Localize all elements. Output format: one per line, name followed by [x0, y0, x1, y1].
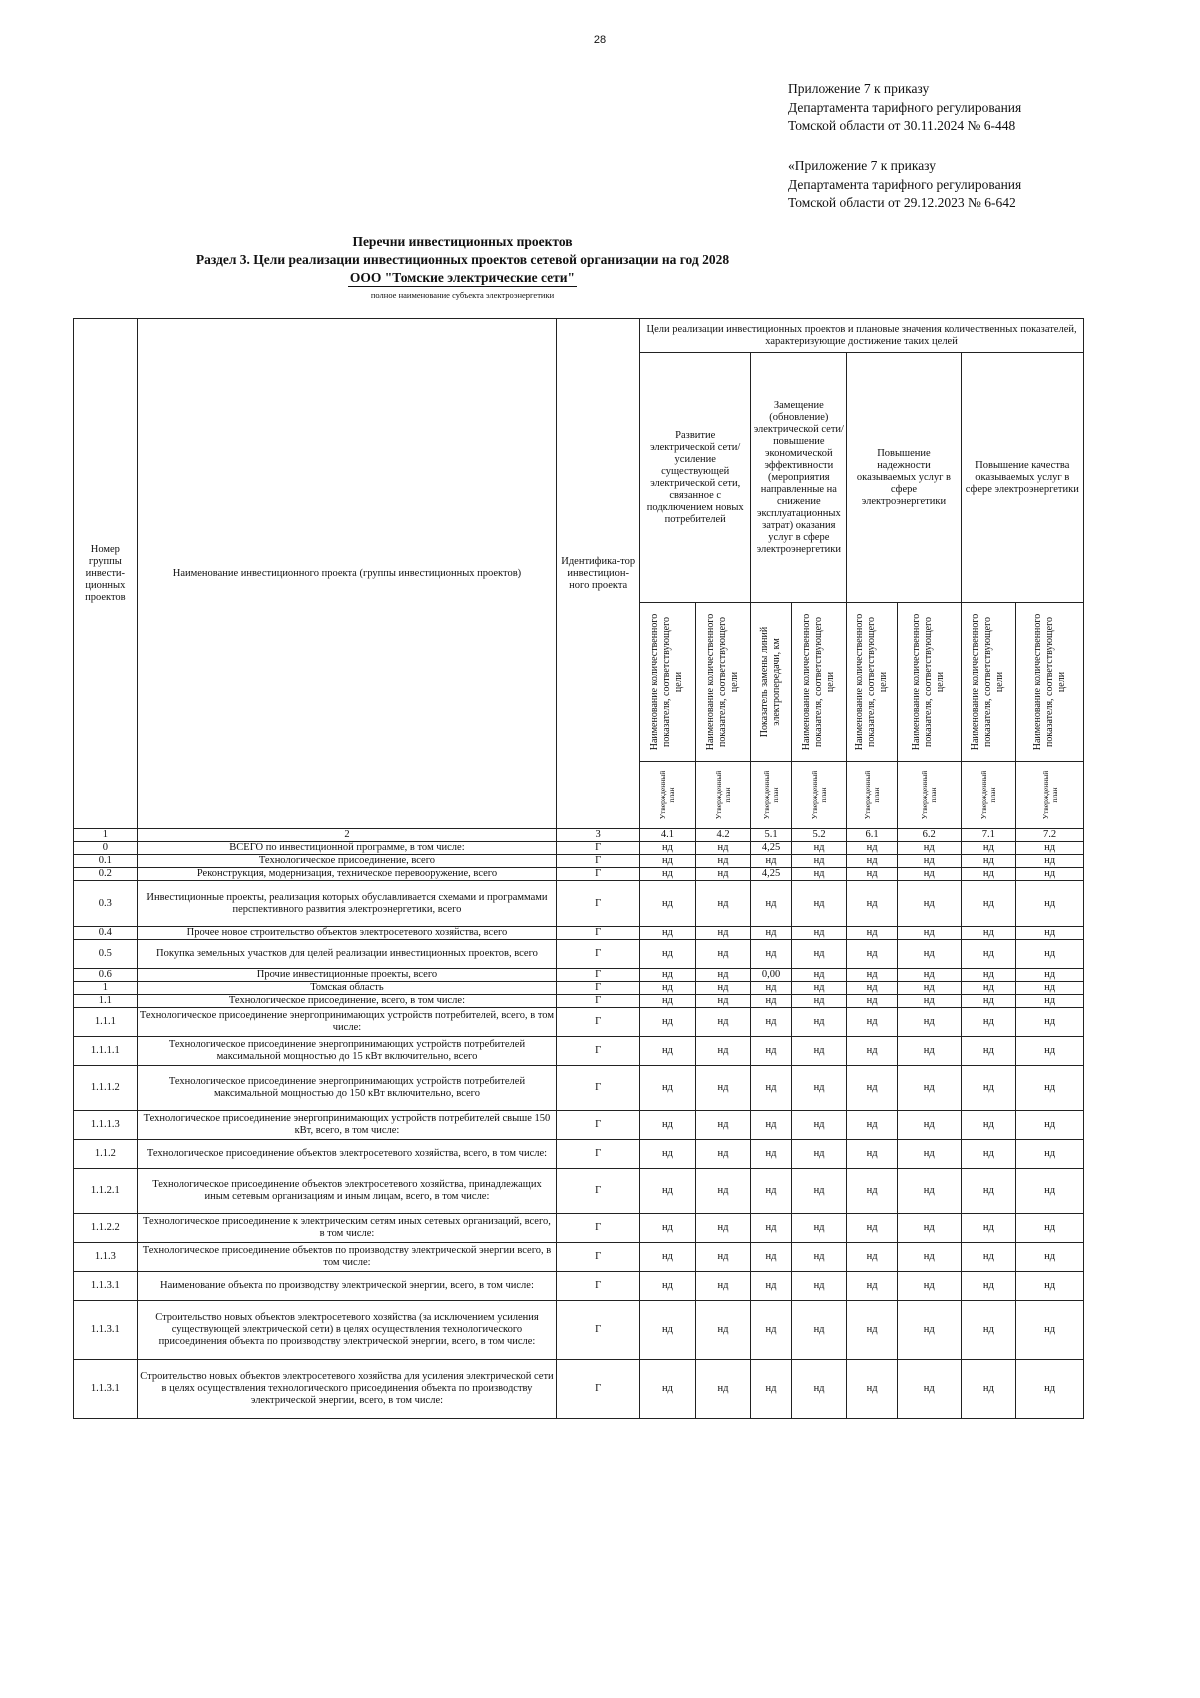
annex-current [788, 80, 1021, 136]
row-value: нд [695, 1360, 751, 1419]
header-goal-quality: Повышение качества оказываемых услуг в сфере электроэнергетики [961, 353, 1083, 603]
column-number: 4.2 [695, 829, 751, 842]
row-name: Технологическое присоединение объектов электросетевого хозяйства, принадлежащих иным сетевым организациям и иным лицам, всего, в том числе: [137, 1169, 557, 1214]
row-value: нд [1016, 1360, 1084, 1419]
column-number: 6.1 [847, 829, 898, 842]
row-value: нд [961, 855, 1016, 868]
row-value: нд [751, 1214, 791, 1243]
row-value: нд [751, 1111, 791, 1140]
header-indicator: Наименование количественного показателя, соответствующего цели [897, 603, 961, 762]
header-indicator: Показатель замены линий электропередачи, км [751, 603, 791, 762]
row-value: нд [751, 1243, 791, 1272]
row-value: нд [695, 969, 751, 982]
row-number: 1.1.1.1 [74, 1037, 138, 1066]
annex-line: Томской области от 29.12.2023 № 6-642 [788, 195, 1016, 210]
row-value: нд [897, 855, 961, 868]
table-row [74, 868, 1084, 881]
row-value: нд [695, 855, 751, 868]
row-value: нд [897, 1037, 961, 1066]
header-project-name: Наименование инвестиционного проекта (группы инвестиционных проектов) [137, 319, 557, 829]
table-row [74, 1301, 1084, 1360]
row-identifier: Г [557, 969, 640, 982]
row-value: нд [695, 982, 751, 995]
row-identifier: Г [557, 1066, 640, 1111]
row-value: нд [751, 1272, 791, 1301]
row-value: нд [961, 1272, 1016, 1301]
investment-goals-table [73, 318, 1084, 1419]
header-indicator: Наименование количественного показателя, соответствующего цели [847, 603, 898, 762]
column-number: 3 [557, 829, 640, 842]
row-value: нд [1016, 969, 1084, 982]
row-name: Технологическое присоединение к электрическим сетям иных сетевых организаций, всего, в том числе: [137, 1214, 557, 1243]
row-name: Технологическое присоединение энергопринимающих устройств потребителей свыше 150 кВт, всего, в том числе: [137, 1111, 557, 1140]
row-value: нд [847, 969, 898, 982]
table-row [74, 1111, 1084, 1140]
row-value: нд [791, 855, 847, 868]
row-value: нд [847, 881, 898, 927]
header-plan: Утвержденный план [791, 762, 847, 829]
row-value: нд [640, 1243, 696, 1272]
row-value: нд [695, 995, 751, 1008]
row-name: Томская область [137, 982, 557, 995]
row-value: нд [640, 940, 696, 969]
row-value: нд [640, 1360, 696, 1419]
row-value: нд [640, 1066, 696, 1111]
row-value: нд [847, 842, 898, 855]
row-value: нд [791, 969, 847, 982]
row-value: 0,00 [751, 969, 791, 982]
header-indicator: Наименование количественного показателя, соответствующего цели [961, 603, 1016, 762]
row-value: 4,25 [751, 868, 791, 881]
row-value: нд [791, 881, 847, 927]
table-row [74, 1360, 1084, 1419]
row-identifier: Г [557, 940, 640, 969]
row-identifier: Г [557, 1360, 640, 1419]
row-value: нд [695, 881, 751, 927]
row-value: нд [961, 881, 1016, 927]
table-row [74, 969, 1084, 982]
row-number: 1.1.1.2 [74, 1066, 138, 1111]
row-name: Технологическое присоединение объектов электросетевого хозяйства, всего, в том числе: [137, 1140, 557, 1169]
row-identifier: Г [557, 1301, 640, 1360]
row-value: нд [961, 1169, 1016, 1214]
row-value: нд [640, 881, 696, 927]
row-value: нд [791, 995, 847, 1008]
row-value: нд [1016, 927, 1084, 940]
header-goal-development: Развитие электрической сети/усиление существующей электрической сети, связанное с подключением новых потребителей [640, 353, 751, 603]
row-name: Технологическое присоединение, всего, в том числе: [137, 995, 557, 1008]
row-name: Покупка земельных участков для целей реализации инвестиционных проектов, всего [137, 940, 557, 969]
row-value: нд [897, 1360, 961, 1419]
row-identifier: Г [557, 1272, 640, 1301]
row-value: нд [897, 1140, 961, 1169]
row-value: нд [791, 927, 847, 940]
row-number: 1.1.1.3 [74, 1111, 138, 1140]
row-value: нд [640, 868, 696, 881]
row-value: нд [897, 995, 961, 1008]
row-value: нд [897, 982, 961, 995]
row-value: нд [640, 1214, 696, 1243]
annex-line: «Приложение 7 к приказу [788, 158, 936, 173]
row-value: нд [961, 1243, 1016, 1272]
row-value: нд [961, 842, 1016, 855]
row-name: ВСЕГО по инвестиционной программе, в том числе: [137, 842, 557, 855]
row-name: Технологическое присоединение энергопринимающих устройств потребителей максимальной мощностью до 150 кВт включительно, всего [137, 1066, 557, 1111]
table-row [74, 1272, 1084, 1301]
row-value: нд [897, 1111, 961, 1140]
row-value: нд [640, 982, 696, 995]
header-goal-replacement: Замещение (обновление) электрической сети/повышение экономической эффективности (мероприятия направленные на снижение эксплуатационных затрат) оказания услуг в сфере электроэнергетики [751, 353, 847, 603]
row-value: нд [640, 1272, 696, 1301]
row-value: нд [751, 1301, 791, 1360]
row-number: 0.4 [74, 927, 138, 940]
header-indicator: Наименование количественного показателя, соответствующего цели [1016, 603, 1084, 762]
row-value: нд [897, 842, 961, 855]
row-value: нд [1016, 868, 1084, 881]
row-value: нд [897, 1066, 961, 1111]
row-value: нд [847, 982, 898, 995]
row-value: нд [640, 1169, 696, 1214]
row-value: нд [961, 1037, 1016, 1066]
row-value: нд [695, 842, 751, 855]
row-value: нд [695, 1301, 751, 1360]
row-value: нд [751, 1066, 791, 1111]
annex-line: Приложение 7 к приказу [788, 81, 930, 96]
table-row [74, 1169, 1084, 1214]
column-number-row [74, 829, 1084, 842]
row-value: нд [847, 1066, 898, 1111]
header-group-number: Номер группы инвести-ционных проектов [74, 319, 138, 829]
row-value: нд [695, 1066, 751, 1111]
document-title: Перечни инвестиционных проектов [352, 234, 573, 249]
table-row [74, 940, 1084, 969]
row-value: нд [847, 868, 898, 881]
row-value: нд [791, 1111, 847, 1140]
row-value: нд [847, 1243, 898, 1272]
row-value: нд [751, 927, 791, 940]
row-value: нд [1016, 995, 1084, 1008]
header-indicator: Наименование количественного показателя, соответствующего цели [640, 603, 696, 762]
row-identifier: Г [557, 842, 640, 855]
row-number: 1.1.2.1 [74, 1169, 138, 1214]
page-number: 28 [593, 34, 607, 46]
row-identifier: Г [557, 881, 640, 927]
column-number: 5.2 [791, 829, 847, 842]
row-value: нд [791, 1066, 847, 1111]
row-number: 1.1.1 [74, 1008, 138, 1037]
row-value: нд [791, 842, 847, 855]
row-value: нд [791, 1243, 847, 1272]
row-name: Технологическое присоединение энергопринимающих устройств потребителей, всего, в том числе: [137, 1008, 557, 1037]
row-value: нд [695, 1169, 751, 1214]
row-value: нд [847, 1140, 898, 1169]
row-value: нд [640, 1301, 696, 1360]
row-value: нд [791, 1037, 847, 1066]
row-value: нд [695, 1243, 751, 1272]
row-value: нд [1016, 1008, 1084, 1037]
row-value: нд [695, 1008, 751, 1037]
table-row [74, 1008, 1084, 1037]
header-plan: Утвержденный план [695, 762, 751, 829]
row-number: 0.5 [74, 940, 138, 969]
row-value: нд [640, 842, 696, 855]
row-value: нд [1016, 842, 1084, 855]
row-value: нд [961, 1066, 1016, 1111]
row-number: 1.1.2.2 [74, 1214, 138, 1243]
row-value: нд [897, 969, 961, 982]
table-row [74, 995, 1084, 1008]
column-number: 1 [74, 829, 138, 842]
row-value: нд [751, 995, 791, 1008]
header-indicator: Наименование количественного показателя, соответствующего цели [695, 603, 751, 762]
row-value: нд [791, 1272, 847, 1301]
row-identifier: Г [557, 995, 640, 1008]
column-number: 6.2 [897, 829, 961, 842]
header-plan: Утвержденный план [640, 762, 696, 829]
row-value: нд [897, 1243, 961, 1272]
row-identifier: Г [557, 1214, 640, 1243]
row-name: Реконструкция, модернизация, техническое перевооружение, всего [137, 868, 557, 881]
row-value: нд [847, 995, 898, 1008]
annex-previous [788, 157, 1021, 213]
row-value: нд [961, 927, 1016, 940]
row-identifier: Г [557, 1140, 640, 1169]
row-value: нд [791, 1214, 847, 1243]
row-value: нд [695, 868, 751, 881]
row-number: 1.1.3.1 [74, 1301, 138, 1360]
row-value: нд [897, 881, 961, 927]
row-value: нд [961, 1214, 1016, 1243]
row-number: 1.1.3.1 [74, 1272, 138, 1301]
row-value: нд [961, 1301, 1016, 1360]
row-value: нд [1016, 1037, 1084, 1066]
column-number: 5.1 [751, 829, 791, 842]
row-value: нд [897, 927, 961, 940]
row-value: нд [695, 1272, 751, 1301]
row-name: Прочие инвестиционные проекты, всего [137, 969, 557, 982]
row-name: Инвестиционные проекты, реализация которых обуславливается схемами и программами перспективного развития электроэнергетики, всего [137, 881, 557, 927]
row-value: нд [751, 1008, 791, 1037]
row-identifier: Г [557, 982, 640, 995]
row-number: 1.1.3 [74, 1243, 138, 1272]
row-value: нд [1016, 982, 1084, 995]
row-value: нд [847, 1037, 898, 1066]
row-value: нд [791, 1360, 847, 1419]
row-name: Прочее новое строительство объектов электросетевого хозяйства, всего [137, 927, 557, 940]
row-value: нд [695, 1037, 751, 1066]
row-value: нд [695, 940, 751, 969]
row-value: нд [847, 1360, 898, 1419]
row-identifier: Г [557, 1037, 640, 1066]
row-value: нд [640, 1008, 696, 1037]
row-value: нд [847, 927, 898, 940]
row-value: нд [961, 982, 1016, 995]
row-value: нд [751, 1360, 791, 1419]
row-value: нд [897, 1169, 961, 1214]
row-value: нд [961, 969, 1016, 982]
table-row [74, 1037, 1084, 1066]
header-plan: Утвержденный план [751, 762, 791, 829]
row-value: нд [640, 1111, 696, 1140]
annex-line: Томской области от 30.11.2024 № 6-448 [788, 118, 1016, 133]
row-value: нд [695, 1111, 751, 1140]
row-identifier: Г [557, 927, 640, 940]
row-identifier: Г [557, 1111, 640, 1140]
row-name: Наименование объекта по производству электрической энергии, всего, в том числе: [137, 1272, 557, 1301]
row-value: нд [695, 927, 751, 940]
section-subtitle: Раздел 3. Цели реализации инвестиционных проектов сетевой организации на год 2028 [195, 252, 730, 267]
table-row [74, 881, 1084, 927]
row-value: нд [640, 855, 696, 868]
header-identifier: Идентифика-тор инвестицион-ного проекта [557, 319, 640, 829]
row-value: нд [640, 927, 696, 940]
row-value: нд [961, 1360, 1016, 1419]
table-body [74, 842, 1084, 1419]
table-row [74, 842, 1084, 855]
organization-note: полное наименование субъекта электроэнергетики [370, 290, 555, 300]
row-value: нд [847, 1301, 898, 1360]
table-row [74, 1066, 1084, 1111]
row-value: нд [897, 1272, 961, 1301]
table-row [74, 927, 1084, 940]
row-value: нд [1016, 1066, 1084, 1111]
row-value: нд [1016, 1243, 1084, 1272]
annex-line: Департамента тарифного регулирования [788, 99, 1022, 115]
row-value: нд [847, 1008, 898, 1037]
row-value: нд [1016, 1214, 1084, 1243]
row-value: нд [1016, 855, 1084, 868]
row-value: нд [961, 868, 1016, 881]
row-value: нд [1016, 1140, 1084, 1169]
table-row [74, 1214, 1084, 1243]
row-name: Строительство новых объектов электросетевого хозяйства (за исключением усиления существующей электрической сети) в целях осуществления технологического присоединения объекта по производству электрической энергии, всего, в том числе: [137, 1301, 557, 1360]
row-number: 1.1 [74, 995, 138, 1008]
row-value: нд [1016, 1169, 1084, 1214]
column-number: 4.1 [640, 829, 696, 842]
row-identifier: Г [557, 868, 640, 881]
row-value: нд [847, 1169, 898, 1214]
row-value: нд [751, 982, 791, 995]
row-name: Технологическое присоединение объектов по производству электрической энергии всего, в том числе: [137, 1243, 557, 1272]
row-value: нд [897, 1008, 961, 1037]
row-value: нд [751, 1037, 791, 1066]
row-value: нд [791, 1140, 847, 1169]
header-plan: Утвержденный план [961, 762, 1016, 829]
row-identifier: Г [557, 1243, 640, 1272]
row-value: нд [640, 1140, 696, 1169]
row-value: нд [751, 855, 791, 868]
row-value: нд [897, 1214, 961, 1243]
row-name: Строительство новых объектов электросетевого хозяйства для усиления электрической сети в целях осуществления технологического присоединения объекта по производству электрической энергии, всего, в том числе: [137, 1360, 557, 1419]
row-value: нд [695, 1214, 751, 1243]
annex-line: Департамента тарифного регулирования [788, 176, 1022, 192]
row-number: 0.6 [74, 969, 138, 982]
row-value: нд [1016, 1301, 1084, 1360]
column-number: 2 [137, 829, 557, 842]
column-number: 7.1 [961, 829, 1016, 842]
document-headings [70, 233, 855, 301]
row-value: нд [751, 940, 791, 969]
header-plan: Утвержденный план [847, 762, 898, 829]
organization-name: ООО "Томские электрические сети" [349, 270, 576, 285]
row-value: нд [1016, 1111, 1084, 1140]
row-value: нд [791, 1301, 847, 1360]
row-value: нд [961, 1111, 1016, 1140]
row-number: 0.1 [74, 855, 138, 868]
row-value: нд [847, 940, 898, 969]
row-value: нд [961, 995, 1016, 1008]
row-value: нд [1016, 1272, 1084, 1301]
row-number: 1 [74, 982, 138, 995]
row-value: нд [751, 881, 791, 927]
table-row [74, 1140, 1084, 1169]
row-value: нд [640, 1037, 696, 1066]
row-number: 0.3 [74, 881, 138, 927]
row-number: 1.1.2 [74, 1140, 138, 1169]
row-value: нд [961, 940, 1016, 969]
row-number: 0 [74, 842, 138, 855]
row-value: нд [961, 1140, 1016, 1169]
row-value: нд [791, 982, 847, 995]
row-number: 0.2 [74, 868, 138, 881]
row-value: нд [897, 940, 961, 969]
row-value: нд [695, 1140, 751, 1169]
header-plan: Утвержденный план [897, 762, 961, 829]
row-identifier: Г [557, 855, 640, 868]
row-value: 4,25 [751, 842, 791, 855]
table-row [74, 982, 1084, 995]
header-plan: Утвержденный план [1016, 762, 1084, 829]
table-row [74, 1243, 1084, 1272]
row-number: 1.1.3.1 [74, 1360, 138, 1419]
row-name: Технологическое присоединение энергопринимающих устройств потребителей максимальной мощностью до 15 кВт включительно, всего [137, 1037, 557, 1066]
header-indicator: Наименование количественного показателя, соответствующего цели [791, 603, 847, 762]
column-number: 7.2 [1016, 829, 1084, 842]
row-value: нд [791, 868, 847, 881]
row-value: нд [1016, 940, 1084, 969]
row-value: нд [847, 855, 898, 868]
row-value: нд [847, 1214, 898, 1243]
header-goal-reliability: Повышение надежности оказываемых услуг в сфере электроэнергетики [847, 353, 961, 603]
table-row [74, 855, 1084, 868]
row-value: нд [640, 995, 696, 1008]
row-value: нд [791, 1169, 847, 1214]
header-goals: Цели реализации инвестиционных проектов и плановые значения количественных показателей, характеризующие достижение таких целей [640, 319, 1084, 353]
row-value: нд [791, 940, 847, 969]
row-value: нд [897, 1301, 961, 1360]
row-value: нд [791, 1008, 847, 1037]
row-value: нд [897, 868, 961, 881]
row-identifier: Г [557, 1008, 640, 1037]
row-value: нд [847, 1272, 898, 1301]
row-value: нд [1016, 881, 1084, 927]
row-value: нд [751, 1169, 791, 1214]
row-name: Технологическое присоединение, всего [137, 855, 557, 868]
row-value: нд [961, 1008, 1016, 1037]
row-value: нд [640, 969, 696, 982]
row-value: нд [847, 1111, 898, 1140]
row-identifier: Г [557, 1169, 640, 1214]
row-value: нд [751, 1140, 791, 1169]
